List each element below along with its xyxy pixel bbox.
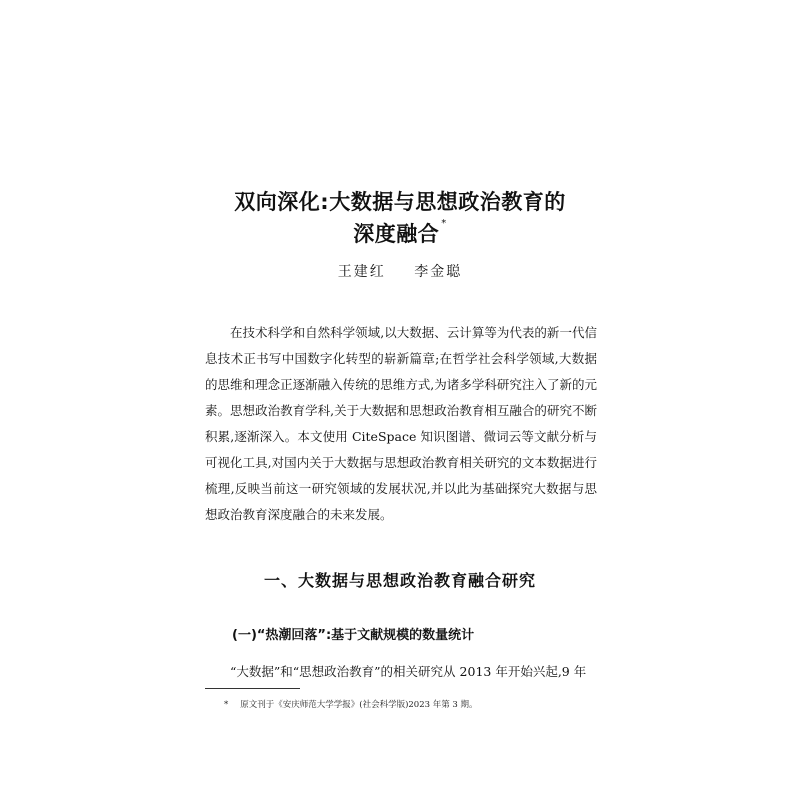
subsection-heading: (一)“热潮回落”:基于文献规模的数量统计 [232,628,475,643]
author-1: 王建红 [337,264,386,280]
author-2: 李金聪 [414,264,463,280]
footnote [224,698,604,710]
footnote-text: 原文刊于《安庆师范大学学报》(社会科学版)2023 年第 3 期。 [240,700,478,710]
body-paragraph: “大数据”和“思想政治教育”的相关研究从 2013 年开始兴起,9 年 [230,664,587,679]
abstract [205,320,597,528]
footnote-divider [205,688,300,689]
abstract-text: 在技术科学和自然科学领域,以大数据、云计算等为代表的新一代信息技术正书写中国数字化转型的崭新篇章;在哲学社会科学领域,大数据的思维和理念正逐渐融入传统的思维方式,为诸多学科研究注入了新的元素。思想政治教育学科,关于大数据和思想政治教育相互融合的研究不断积累,逐渐深入。本文使用 CiteSpace 知识图谱、微词云等文献分析与可视化工具,对国内关于大数据与思想政治教育相关研究的文本数据进行梳理,反映当前这一研究领域的发展状况,并以此为基础探究大数据与思想政治教育深度融合的未来发展。 [205,325,597,522]
author-list [200,261,600,281]
title-footnote-mark: * [441,218,447,229]
title-text-1: 双向深化:大数据与思想政治教育的 [234,190,566,214]
paper-title-line-2 [200,218,600,248]
section-heading: 一、大数据与思想政治教育融合研究 [263,571,536,590]
paper-title-line-1 [200,186,600,216]
title-text-2: 深度融合 [353,222,440,246]
footnote-mark: * [224,700,229,710]
